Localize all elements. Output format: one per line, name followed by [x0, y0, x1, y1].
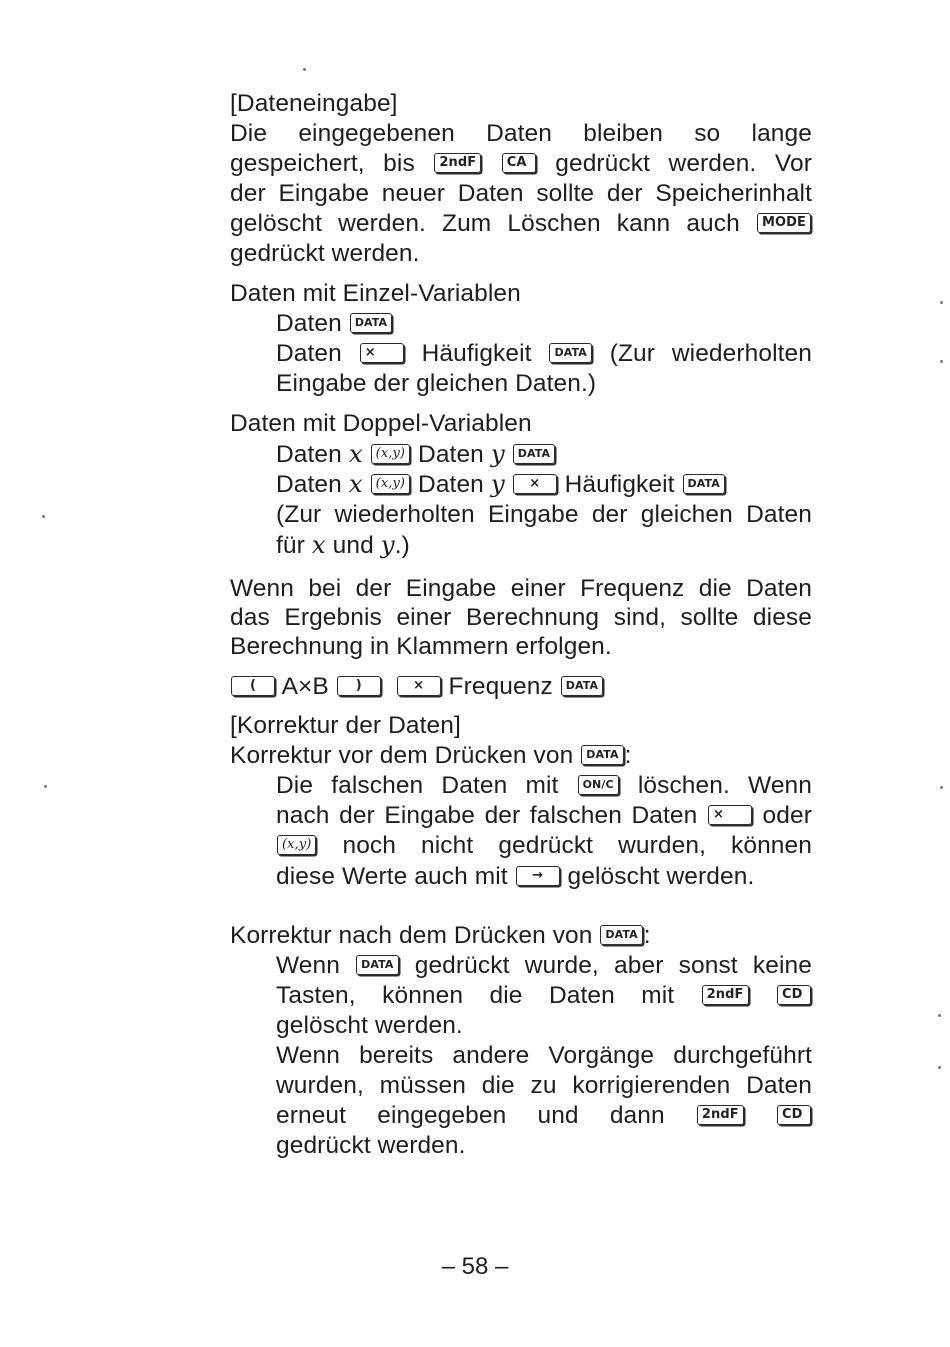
key-2ndf: 2ndF: [434, 153, 481, 173]
text-line: [276, 530, 812, 561]
text-line: gelöscht werden.: [276, 1012, 463, 1039]
text: Frequenz: [448, 673, 553, 700]
text: :: [643, 922, 651, 949]
var-y: y: [490, 439, 505, 468]
text-line: [276, 1101, 812, 1131]
text-line: Wenn bei der Eingabe einer Frequenz die Daten: [230, 575, 812, 602]
text: Korrektur vor dem Drücken von: [230, 742, 574, 769]
key-open-paren: (: [231, 676, 275, 696]
key-data: DATA: [350, 313, 392, 333]
key-on-c: ON/C: [578, 775, 619, 795]
text: A×B: [281, 673, 329, 700]
key-times: ×: [397, 676, 441, 696]
section-heading-dateneingabe: [Dateneingabe]: [230, 90, 398, 117]
text: Daten: [418, 441, 484, 468]
text: Daten: [418, 471, 484, 498]
key-times: ×: [513, 474, 557, 494]
text-line: das Ergebnis einer Berechnung sind, sollte diese: [230, 604, 812, 631]
key-data: DATA: [549, 343, 591, 363]
var-y: y: [380, 530, 395, 559]
text-line: [276, 981, 812, 1011]
text-line: [230, 209, 812, 239]
text: Daten: [276, 310, 342, 337]
scan-speck: [44, 785, 47, 788]
key-cd: CD: [777, 985, 811, 1005]
scan-speck: [940, 301, 943, 304]
text-line: gedrückt werden.: [230, 240, 420, 267]
text: .): [394, 532, 410, 559]
key-data: DATA: [683, 474, 725, 494]
key-times: ×: [708, 805, 752, 825]
text-line: gedrückt werden.: [276, 1132, 466, 1159]
text: gelöscht werden.: [567, 863, 755, 890]
text-line: [230, 149, 812, 179]
text-line: Berechnung in Klammern erfolgen.: [230, 633, 612, 660]
key-data: DATA: [513, 444, 555, 464]
scan-speck: [938, 1066, 941, 1069]
section-heading-korrektur: [Korrektur der Daten]: [230, 712, 461, 739]
key-xy: (x,y): [371, 444, 410, 464]
text: (Zur wiederholten: [609, 340, 812, 367]
text: noch nicht gedrückt wurden, können: [342, 832, 812, 859]
text-line: der Eingabe neuer Daten sollte der Speicherinhalt: [230, 180, 812, 207]
text: gespeichert, bis: [230, 150, 415, 177]
text: diese Werte auch mit: [276, 863, 508, 890]
key-xy: (x,y): [371, 474, 410, 494]
text-line: [230, 741, 812, 771]
key-cd: CD: [777, 1105, 811, 1125]
text-line: (Zur wiederholten Eingabe der gleichen Daten: [276, 501, 812, 528]
text-line: [276, 469, 812, 500]
text-line: [276, 309, 812, 339]
key-2ndf: 2ndF: [697, 1105, 744, 1125]
text: gelöscht werden. Zum Löschen kann auch: [230, 210, 740, 237]
text-line: Wenn bereits andere Vorgänge durchgeführt: [276, 1042, 812, 1069]
key-arrow: →: [516, 866, 560, 886]
text: und: [332, 532, 374, 559]
text: Wenn: [276, 952, 340, 979]
text: Häufigkeit: [421, 340, 532, 367]
key-xy: (x,y): [277, 835, 316, 855]
text: Daten: [276, 441, 342, 468]
text-line: [276, 862, 812, 892]
text: gedrückt werden. Vor: [555, 150, 812, 177]
key-ca: CA: [502, 153, 536, 173]
text: Daten: [276, 471, 342, 498]
key-times: ×: [360, 343, 404, 363]
key-data: DATA: [600, 925, 642, 945]
key-2ndf: 2ndF: [702, 985, 749, 1005]
var-y: y: [490, 469, 505, 498]
subheading-single-variable: Daten mit Einzel-Variablen: [230, 280, 521, 307]
key-data: DATA: [561, 676, 603, 696]
text-line: [276, 831, 812, 861]
text: nach der Eingabe der falschen Daten: [276, 802, 698, 829]
text: :: [624, 742, 632, 769]
text-line: Eingabe der gleichen Daten.): [276, 370, 597, 397]
text-line: [276, 951, 812, 981]
text: löschen. Wenn: [637, 772, 812, 799]
text: Häufigkeit: [564, 471, 675, 498]
text-line: [276, 771, 812, 801]
var-x: x: [348, 469, 363, 498]
text: Korrektur nach dem Drücken von: [230, 922, 593, 949]
key-sequence-line: [230, 672, 812, 702]
text-line: wurden, müssen die zu korrigierenden Daten: [276, 1072, 812, 1099]
text: Tasten, können die Daten mit: [276, 982, 675, 1009]
scan-speck: [940, 360, 943, 363]
key-close-paren: ): [337, 676, 381, 696]
text: für: [276, 532, 305, 559]
var-x: x: [311, 530, 326, 559]
text: Daten: [276, 340, 342, 367]
text-line: [276, 339, 812, 369]
text: oder: [762, 802, 812, 829]
key-data: DATA: [356, 955, 398, 975]
scan-speck: [303, 68, 306, 71]
text-line: [230, 921, 812, 951]
key-mode: MODE: [757, 213, 811, 233]
text-line: Die eingegebenen Daten bleiben so lange: [230, 120, 812, 147]
subheading-double-variable: Daten mit Doppel-Variablen: [230, 410, 532, 437]
text-line: [276, 801, 812, 831]
scan-speck: [938, 1014, 941, 1017]
text: gedrückt wurde, aber sonst keine: [414, 952, 812, 979]
text: Die falschen Daten mit: [276, 772, 559, 799]
key-data: DATA: [581, 745, 623, 765]
text-line: [276, 439, 812, 470]
page-number: – 58 –: [441, 1253, 509, 1280]
text: erneut eingegeben und dann: [276, 1102, 665, 1129]
scan-speck: [940, 786, 943, 789]
scan-speck: [42, 515, 45, 518]
var-x: x: [348, 439, 363, 468]
